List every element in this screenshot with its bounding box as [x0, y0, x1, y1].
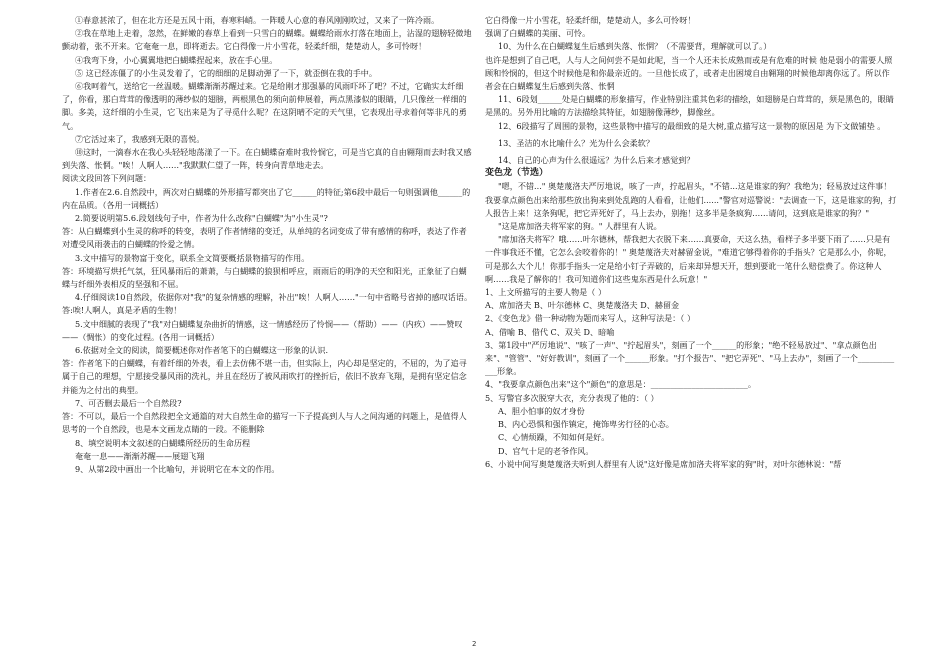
- text-line: 3.文中描写的景物富于变化，联系全文简要概括景物描写的作用。: [74, 252, 310, 263]
- text-line: A、席加洛夫 B、叶尔德林 C、奥楚蔑洛夫 D、赫留金: [485, 300, 680, 311]
- text-line: ⑥我呵着气，送给它一丝温暖。蝴蝶渐渐苏醒过来。它是给刚才那强暴的风雨吓坏了吧？不过，它确实太纤细了，你看，那白茸茸的像透明的薄纱似的翅膀，两根黑色的须向前伸展着，两点黑漆似的眼睛，几只像丝一样细的脚。多美，这纤细的小生灵，它飞出来是为了寻觅什么呢？在这阴晴不定的天气里，它表现出寻求着何等非凡的勇气。: [62, 81, 467, 131]
- text-line: ①春意甚浓了，但在北方还是五风十雨，春寒料峭。一阵暖人心意的春风刚刚吹过，又来了一阵冷雨。: [74, 15, 440, 25]
- text-line: 14、自己的心声为什么很遥远？为什么后来才感觉到？: [497, 155, 695, 166]
- text-line: 4、"我要拿点颜色出来"这个"颜色"的意思是：________________________。: [485, 379, 756, 390]
- text-line: C、心情烦躁，不知如何是好。: [497, 432, 610, 443]
- right-column: [485, 14, 897, 471]
- text-line: B、内心恐惧和强作镇定，掩饰卑劣行径的心态。: [497, 419, 674, 430]
- text-line: 答：不可以，最后一个自然段把全文通篇的对大自然生命的描写一下子提高到人与人之间沟通的问题上，是值得人思考的一个自然段，也是本文画龙点睛的一段。不能删除: [62, 411, 467, 435]
- text-line: D、官气十足的老爷作风。: [497, 445, 594, 456]
- text-line: "嗯，不错..." 奥楚蔑洛夫严厉地说，咳了一声，拧起眉头，"不错...这是谁家的狗？我绝为；轻易放过这件事！我要拿点颜色出来给那些放出狗来到处乱跑的人看看，让他们......"警官对巡警说："去调查一下，这是谁家的狗，打人报告上来！这条狗呢，把它弄死好了，马上去办，别拖！这多半是条疯狗……请问，这到底是谁家的狗？": [485, 181, 897, 218]
- text-line: 4.仔细阅读10自然段，依据你对"我"的复杂情感的理解，补出"唉！人啊人……"一句中省略号省掉的感叹话语。: [74, 292, 473, 303]
- text-line: 1.作者在2.6.自然段中，两次对白蝴蝶的外形描写都突出了它______的特征;第6段中最后一句则强调他______的内在品质。（各用一词概括）: [62, 186, 471, 210]
- text-line: 6.依据对全文的阅读，简要概述你对作者笔下的白蝴蝶这一形象的认识.: [74, 345, 329, 356]
- left-column: [62, 14, 474, 476]
- text-line: 奄奄一息——渐渐苏醒——展翅飞翔: [74, 450, 205, 461]
- text-line: 8、填空说明本文叙述的白蝴蝶所经历的生命历程: [74, 437, 251, 448]
- text-line: A、借喻 B、借代 C、双关 D、暗喻: [485, 326, 615, 337]
- page-number: 2: [472, 640, 477, 648]
- text-line: 9、从第2段中画出一个比喻句，并说明它在本文的作用。: [74, 463, 280, 474]
- text-line: 5.文中细腻的表现了"我"对白蝴蝶复杂曲折的情感，这一情感经历了怜悯——（帮助）——（内疚）——赞叹——（惆怅）的变化过程。(各用一词概括）: [62, 318, 463, 342]
- text-line: "席加洛夫将军？哦……叶尔德林，帮我把大衣脱下来……真要命，天这么热，看样子多半要下雨了……只是有一件事我还不懂，它怎么会咬着你的！" 奥楚蔑洛夫对赫留金说，"难道它够得着你的手指头？它是那么小，你呢，可是那么大个儿！你那手指头一定是给小钉子弄破的，后来却异想天开，想到要讹一笔什么赔偿费了。你这种人啊……我是了解你的！我可知道你们这些鬼东西是什么玩意！": [485, 234, 892, 284]
- text-line: ②我在草地上走着，忽然，在鲜嫩的春草上看到一只雪白的蝴蝶。蝴蝶给雨水打落在地面上，沾湿的翅膀轻微地颤动着，张不开来。它奄奄一息，即将逝去。它白得像一片小雪花，轻柔纤细，楚楚动人，多可怜呀！: [62, 28, 472, 52]
- text-line: 答：作者笔下的白蝴蝶，有着纤细的外表，看上去仿佛不堪一击，但实际上，内心却是坚定的，不屈的，为了追寻属于自己的理想，宁愿接受暴风雨的洗礼，并且在经历了被风雨吹打的挫折后，依旧不放弃飞翔，是拥有坚定信念并能为之付出的典型。: [62, 358, 467, 395]
- text-line: 1、上文所描写的主要人物是（ ）: [485, 287, 607, 298]
- text-line: 答：从白蝴蝶到小生灵的称呼的转变，表明了作者情绪的变迁，从单纯的名词变成了带有感情的称呼，表达了作者对遭受风雨袭击的白蝴蝶的怜爱之情。: [62, 226, 467, 250]
- text-line: 答：环境描写烘托气氛，狂风暴雨后的萧萧，与白蝴蝶的狼狈相呼应，雨雨后的明净的天空和阳光，正象征了白蝴蝶与纤细外表相反的坚强和不屈。: [62, 265, 467, 290]
- text-line: 6、小说中间写奥楚蔑洛夫听到人群里有人说"这好像是席加洛夫将军家的狗"时，对叶尔德林说："帮: [485, 458, 842, 469]
- text-line: ⑦它活过来了，我感到无限的喜悦。: [74, 133, 205, 144]
- text-line: 答:唉!人啊人，真是矛盾的生物！: [62, 305, 182, 316]
- text-line: 12、6段描写了周围的景物，这些景物中描写的最细致的是大树,重点描写这一景物的原因是 为下文做铺垫 。: [497, 120, 886, 131]
- text-line: 它白得像一片小雪花，轻柔纤细，楚楚动人，多么可怜呀！: [485, 15, 696, 25]
- section-title: 变色龙（节选）: [485, 168, 549, 179]
- text-line: ⑤ 这已经冻僵了的小生灵发着了，它的细细的足脚动弹了一下，就歪倒在我的手中。: [74, 67, 377, 78]
- text-line: 13、圣洁的水比喻什么？光为什么会柔软？: [497, 137, 654, 148]
- text-line: 10、为什么在白蝴蝶复生后感到失落、怅惘？（不需要背，理解就可以了。）: [497, 41, 772, 52]
- text-line: 阅读文段回答下列问题：: [62, 173, 152, 184]
- text-line: 3、第1段中"严厉地说"、"咳了一声"、"拧起眉头"，刻画了一个______的形象；"绝不轻易放过"、"拿点颜色出来"、"管管"、"好好教训"，刻画了一个______形象。"打个报告"、"把它弄死"、"马上去办"，刻画了一个____________形象。: [485, 339, 895, 377]
- text-line: 2.简要说明第5.6.段划线句子中，作者为什么改称"白蝴蝶"为"小生灵"?: [74, 213, 328, 224]
- text-line: 强调了白蝴蝶的美丽、可怜。: [485, 28, 591, 39]
- text-line: "这是席加洛夫将军家的狗。" 人群里有人说。: [497, 221, 662, 232]
- text-line: ④我弯下身，小心翼翼地把白蝴蝶捏起来，放在手心里。: [74, 54, 278, 65]
- text-line: 11、6段划______处是白蝴蝶的形象描写，作业特别注重其色彩的描绘，如翅膀是白茸茸的，须是黑色的，眼睛是黑的。另外用比喻的方法描绘其特征，如翅膀像薄纱，脚像丝。: [485, 94, 894, 118]
- text-line: 2、《变色龙》借一种动物为题而来写人，这种写法是：（ ）: [485, 313, 696, 324]
- text-line: ⑩这时，一滴春水在我心头轻轻地荡漾了一下。在白蝴蝶奋难时我怜悯它，可是当它真的自由翱翔而去时我又感到失落、怅惘。"唉！人啊人……"我默默仁望了一阵，转身向青草地走去。: [62, 147, 472, 171]
- text-line: A、胆小怕事的奴才身份: [497, 405, 585, 416]
- text-line: 5、写警官多次脱穿大衣，充分表现了他的：（ ）: [485, 392, 659, 403]
- text-line: 也许是想到了自己吧，人与人之间何尝不是如此呢，当一个人还未长成熟而或是有危难的时候 他是弱小的需要人照顾和怜悯的，但这个时候他是和你最亲近的。一旦他长成了，或者走出困境自由翱翔的时候他却离你远了。所以作者会在白蝴蝶复生后感到失落、怅惘: [485, 54, 893, 92]
- text-line: 7、可否删去最后一个自然段?: [74, 397, 182, 408]
